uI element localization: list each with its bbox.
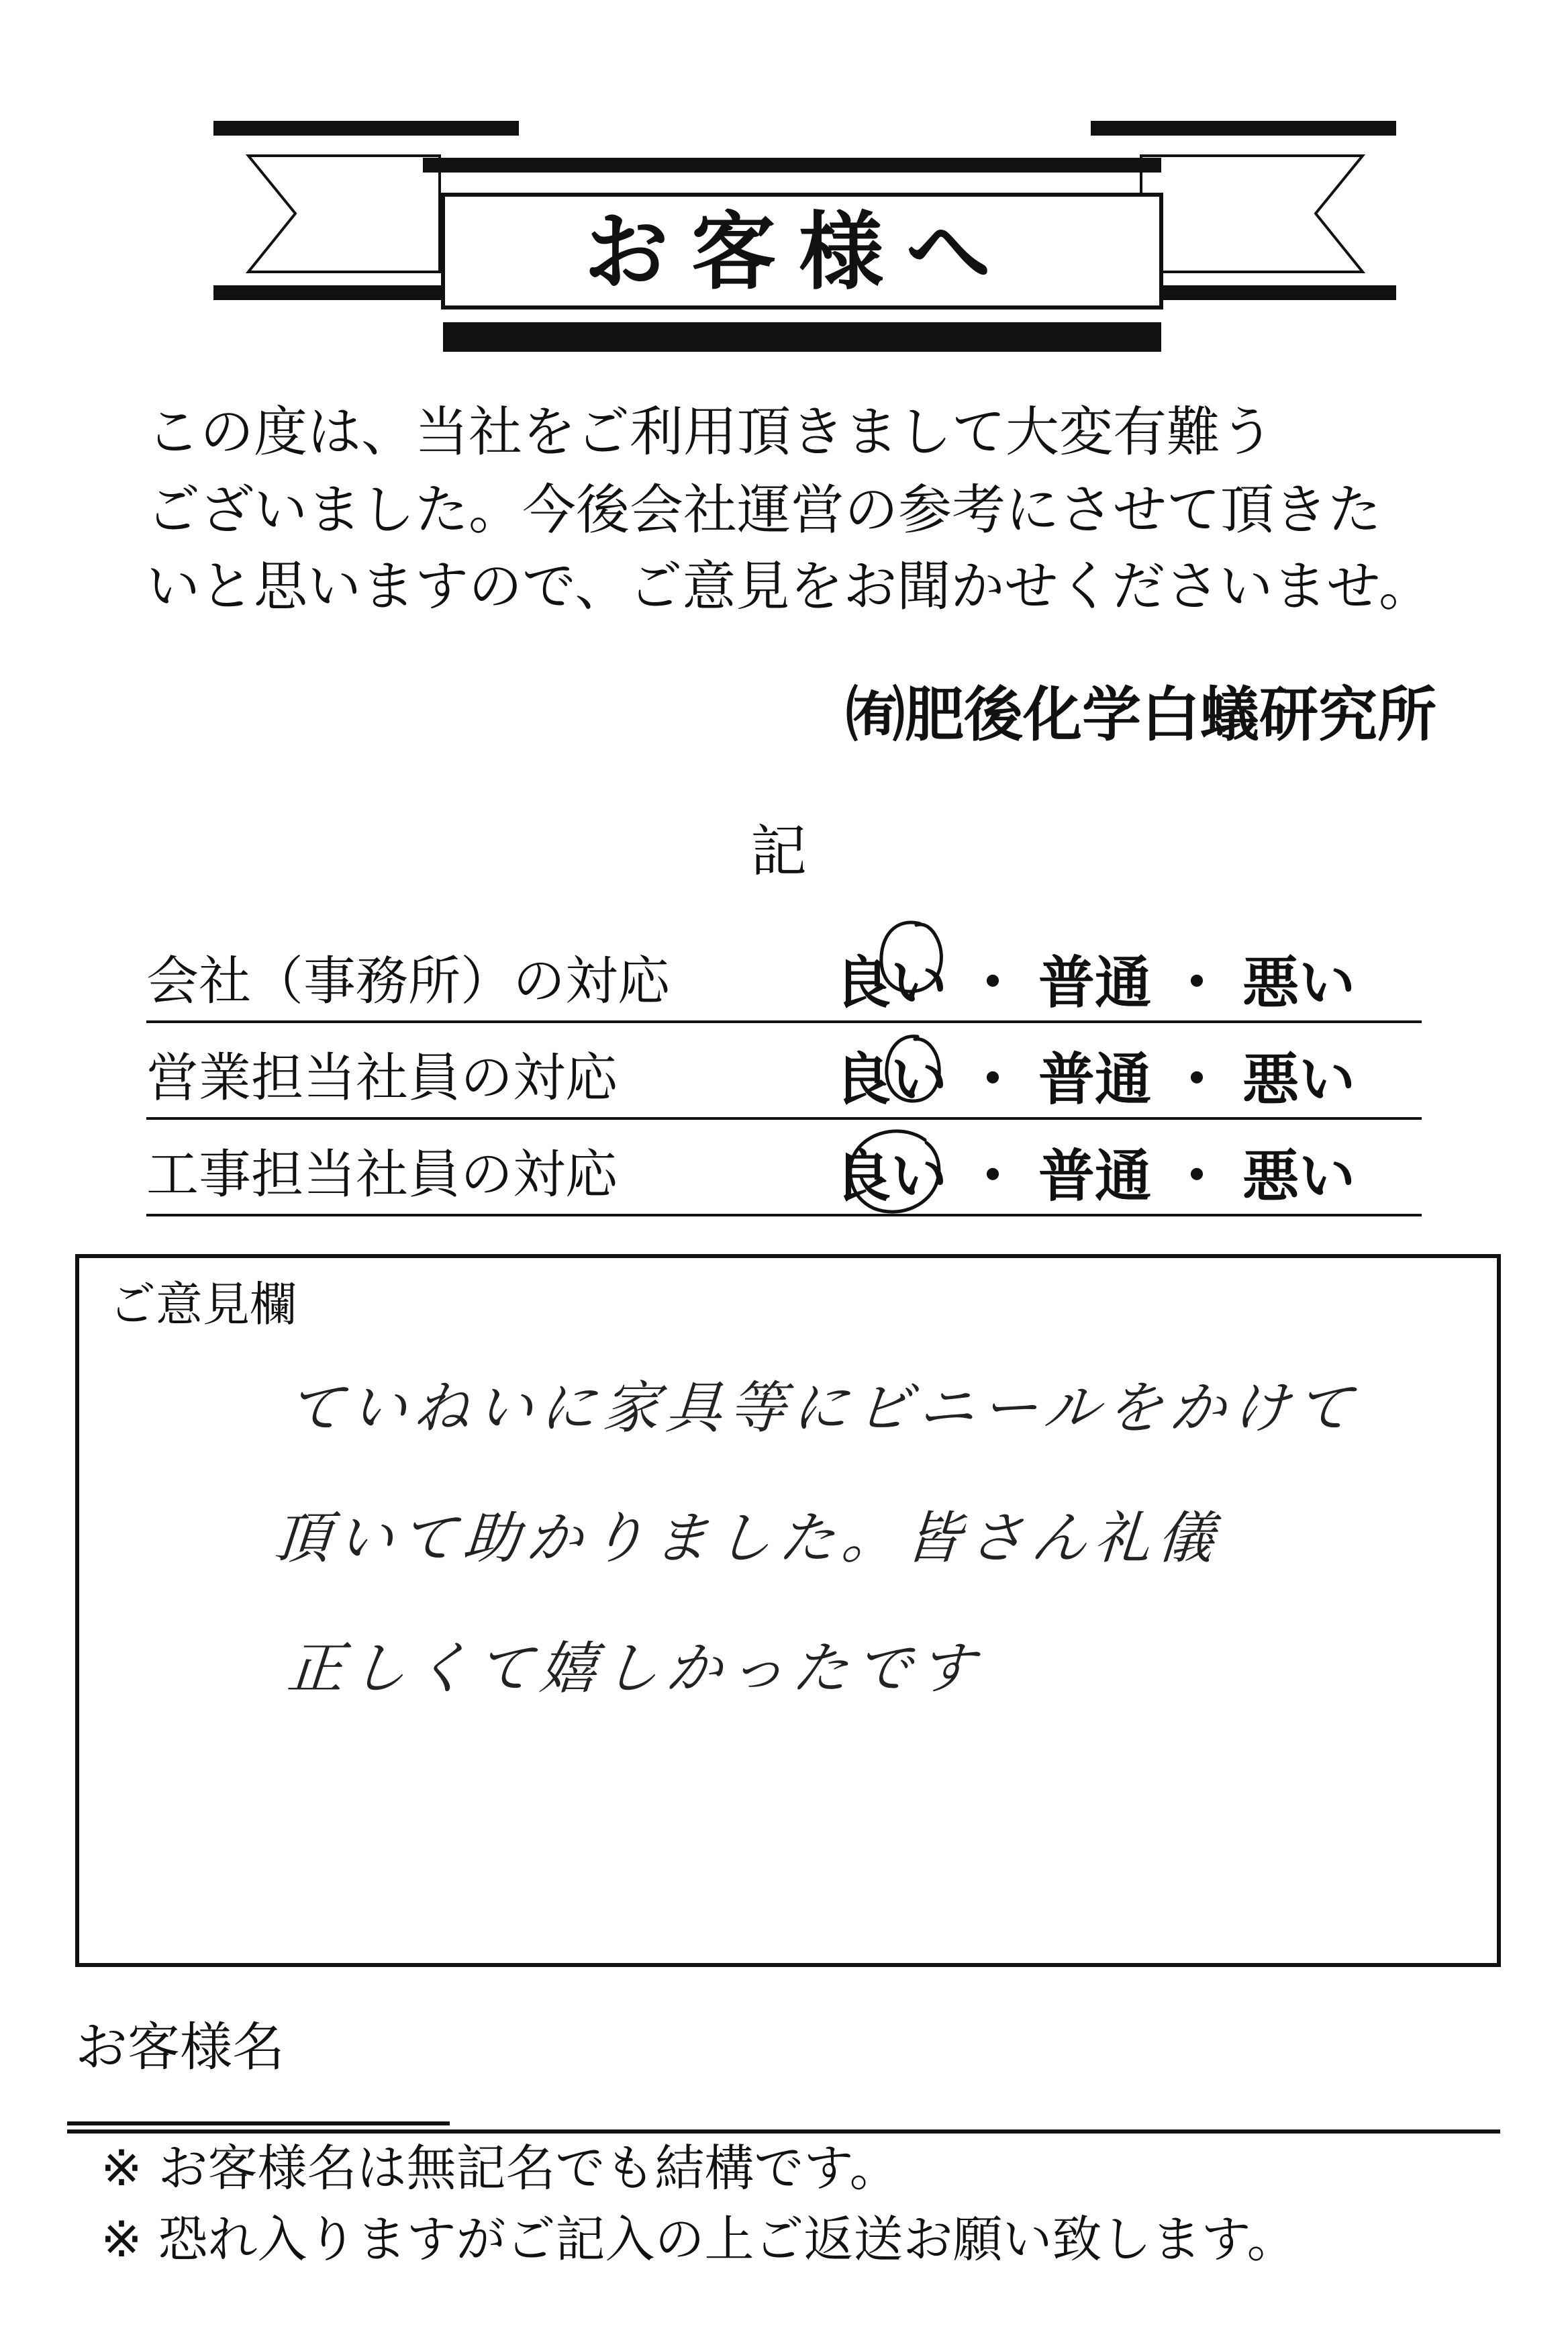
opinion-label: ご意見欄 xyxy=(109,1277,297,1332)
handwritten-comment-line-2: 頂いて助かりました。皆さん礼儀 xyxy=(271,1505,1223,1571)
selection-circle-mark xyxy=(861,1026,955,1120)
option-good[interactable]: 良い xyxy=(834,1046,948,1112)
option-separator: ・ xyxy=(965,1143,1022,1209)
rating-row-construction xyxy=(146,1120,1422,1216)
rating-label-sales: 営業担当社員の対応 xyxy=(146,1048,618,1108)
option-normal[interactable]: 普通 xyxy=(1038,1143,1152,1209)
option-separator: ・ xyxy=(1169,1143,1226,1209)
rating-label-construction: 工事担当社員の対応 xyxy=(146,1145,618,1205)
option-separator: ・ xyxy=(1169,1046,1226,1112)
note-return: ※ 恐れ入りますがご記入の上ご返送お願い致します。 xyxy=(101,2211,1297,2268)
ki-heading: 記 xyxy=(750,818,807,884)
option-separator: ・ xyxy=(965,1046,1022,1112)
option-bad[interactable]: 悪い xyxy=(1242,1046,1356,1112)
option-good[interactable]: 良い xyxy=(834,1143,948,1209)
customer-name-field[interactable] xyxy=(67,2121,450,2125)
intro-line-2: ございました。今後会社運営の参考にさせて頂きた xyxy=(146,479,1381,541)
rating-row-office xyxy=(146,926,1422,1023)
selection-circle-mark xyxy=(854,910,955,1011)
handwritten-comment-line-1: ていねいに家具等にビニールをかけて xyxy=(285,1375,1361,1441)
page-title: お客様へ xyxy=(584,202,1014,301)
company-name: ㈲肥後化学白蟻研究所 xyxy=(845,680,1436,749)
option-good[interactable]: 良い xyxy=(834,949,948,1016)
option-separator: ・ xyxy=(1169,949,1226,1016)
intro-line-1: この度は、当社をご利用頂きまして大変有難う xyxy=(146,401,1274,463)
option-bad[interactable]: 悪い xyxy=(1242,949,1356,1016)
handwritten-comment-line-3: 正しくて嬉しかったです xyxy=(285,1635,984,1701)
option-normal[interactable]: 普通 xyxy=(1038,1046,1152,1112)
rating-label-office: 会社（事務所）の対応 xyxy=(146,951,671,1012)
customer-name-label: お客様名 xyxy=(75,2017,285,2078)
opinion-box[interactable] xyxy=(75,1254,1501,1967)
divider xyxy=(67,2129,1500,2134)
selection-circle-mark xyxy=(824,1120,952,1227)
option-normal[interactable]: 普通 xyxy=(1038,949,1152,1016)
option-separator: ・ xyxy=(965,949,1022,1016)
note-anonymous: ※ お客様名は無記名でも結構です。 xyxy=(101,2140,899,2197)
rating-row-sales xyxy=(146,1023,1422,1120)
option-bad[interactable]: 悪い xyxy=(1242,1143,1356,1209)
intro-line-3: いと思いますので、ご意見をお聞かせくださいませ。 xyxy=(146,555,1432,618)
